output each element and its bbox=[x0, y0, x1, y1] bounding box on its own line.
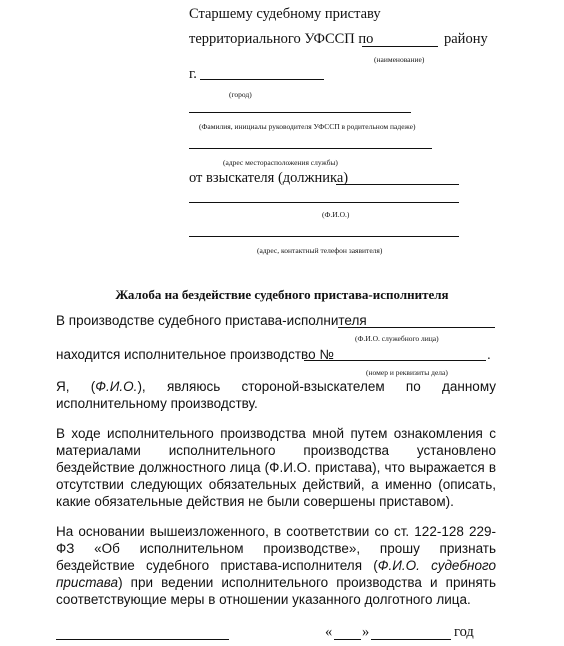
hint-fio: (Ф.И.О.) bbox=[322, 210, 350, 219]
head-name-field[interactable] bbox=[189, 112, 411, 113]
quote-close: » bbox=[362, 624, 370, 640]
paragraph-request bbox=[56, 523, 496, 608]
department-prefix: территориального УФССП по bbox=[189, 31, 374, 47]
claimant-field[interactable] bbox=[336, 184, 459, 185]
p1-end: ), являюсь стороной-взыскателем по данному исполнительному производству. bbox=[56, 379, 497, 411]
signature-field[interactable] bbox=[56, 639, 229, 640]
hint-city: (город) bbox=[229, 90, 252, 99]
quote-open: « bbox=[325, 624, 333, 640]
hint-head: (Фамилия, инициалы руководителя УФССП в родительном падеже) bbox=[199, 122, 416, 131]
p3-start: На основании вышеизложенного, в соответствии со ст. 122-128 229-ФЗ «Об исполнительном производстве», прошу признать бездействие судебного пристава-исполнителя ( bbox=[56, 524, 496, 573]
addressee-line: Старшему судебному приставу bbox=[189, 6, 381, 22]
paragraph-claimant bbox=[56, 378, 496, 412]
year-word: год bbox=[454, 624, 474, 640]
fio-field[interactable] bbox=[189, 202, 459, 203]
case-number-field[interactable] bbox=[304, 360, 486, 361]
complaint-title: Жалоба на бездействие судебного пристава-исполнителя bbox=[115, 287, 449, 302]
address-field[interactable] bbox=[189, 148, 432, 149]
hint-address: (адрес месторасположения службы) bbox=[223, 158, 338, 167]
department-name-field[interactable] bbox=[362, 46, 438, 47]
day-field[interactable] bbox=[334, 639, 361, 640]
department-suffix: району bbox=[444, 31, 488, 47]
hint-contact: (адрес, контактный телефон заявителя) bbox=[257, 246, 383, 255]
hint-case: (номер и реквизиты дела) bbox=[366, 368, 448, 377]
p1-start: Я, ( bbox=[56, 379, 96, 394]
hint-name: (наименование) bbox=[374, 55, 425, 64]
paragraph-inaction: В ходе исполнительного производства мной путем ознакомления с материалами исполнительного производства установлено бездействие должностного лица (Ф.И.О. пристава), что выражается в отсутствии следующих обязательных действий, а именно (описать, какие обязательные действия не были совершены приставом). bbox=[56, 426, 496, 509]
p1-italic: Ф.И.О. bbox=[95, 379, 138, 394]
from-label: от взыскателя (должника) bbox=[189, 170, 349, 186]
bailiff-name-field[interactable] bbox=[338, 327, 495, 328]
p3-italic: Ф.И.О. судебного пристава bbox=[56, 558, 496, 590]
contact-field[interactable] bbox=[189, 236, 459, 237]
case-line-end: . bbox=[487, 347, 491, 362]
p3-end: ) при ведении исполнительного производства и принять соответствующие меры в отношении указанного долготного лица. bbox=[56, 575, 496, 607]
bailiff-line-label: В производстве судебного пристава-исполнителя bbox=[56, 313, 367, 328]
city-field[interactable] bbox=[200, 79, 324, 80]
case-line-label: находится исполнительное производство № bbox=[56, 347, 334, 362]
hint-bailiff: (Ф.И.О. служебного лица) bbox=[355, 334, 439, 343]
city-prefix: г. bbox=[189, 66, 197, 82]
month-field[interactable] bbox=[371, 639, 451, 640]
